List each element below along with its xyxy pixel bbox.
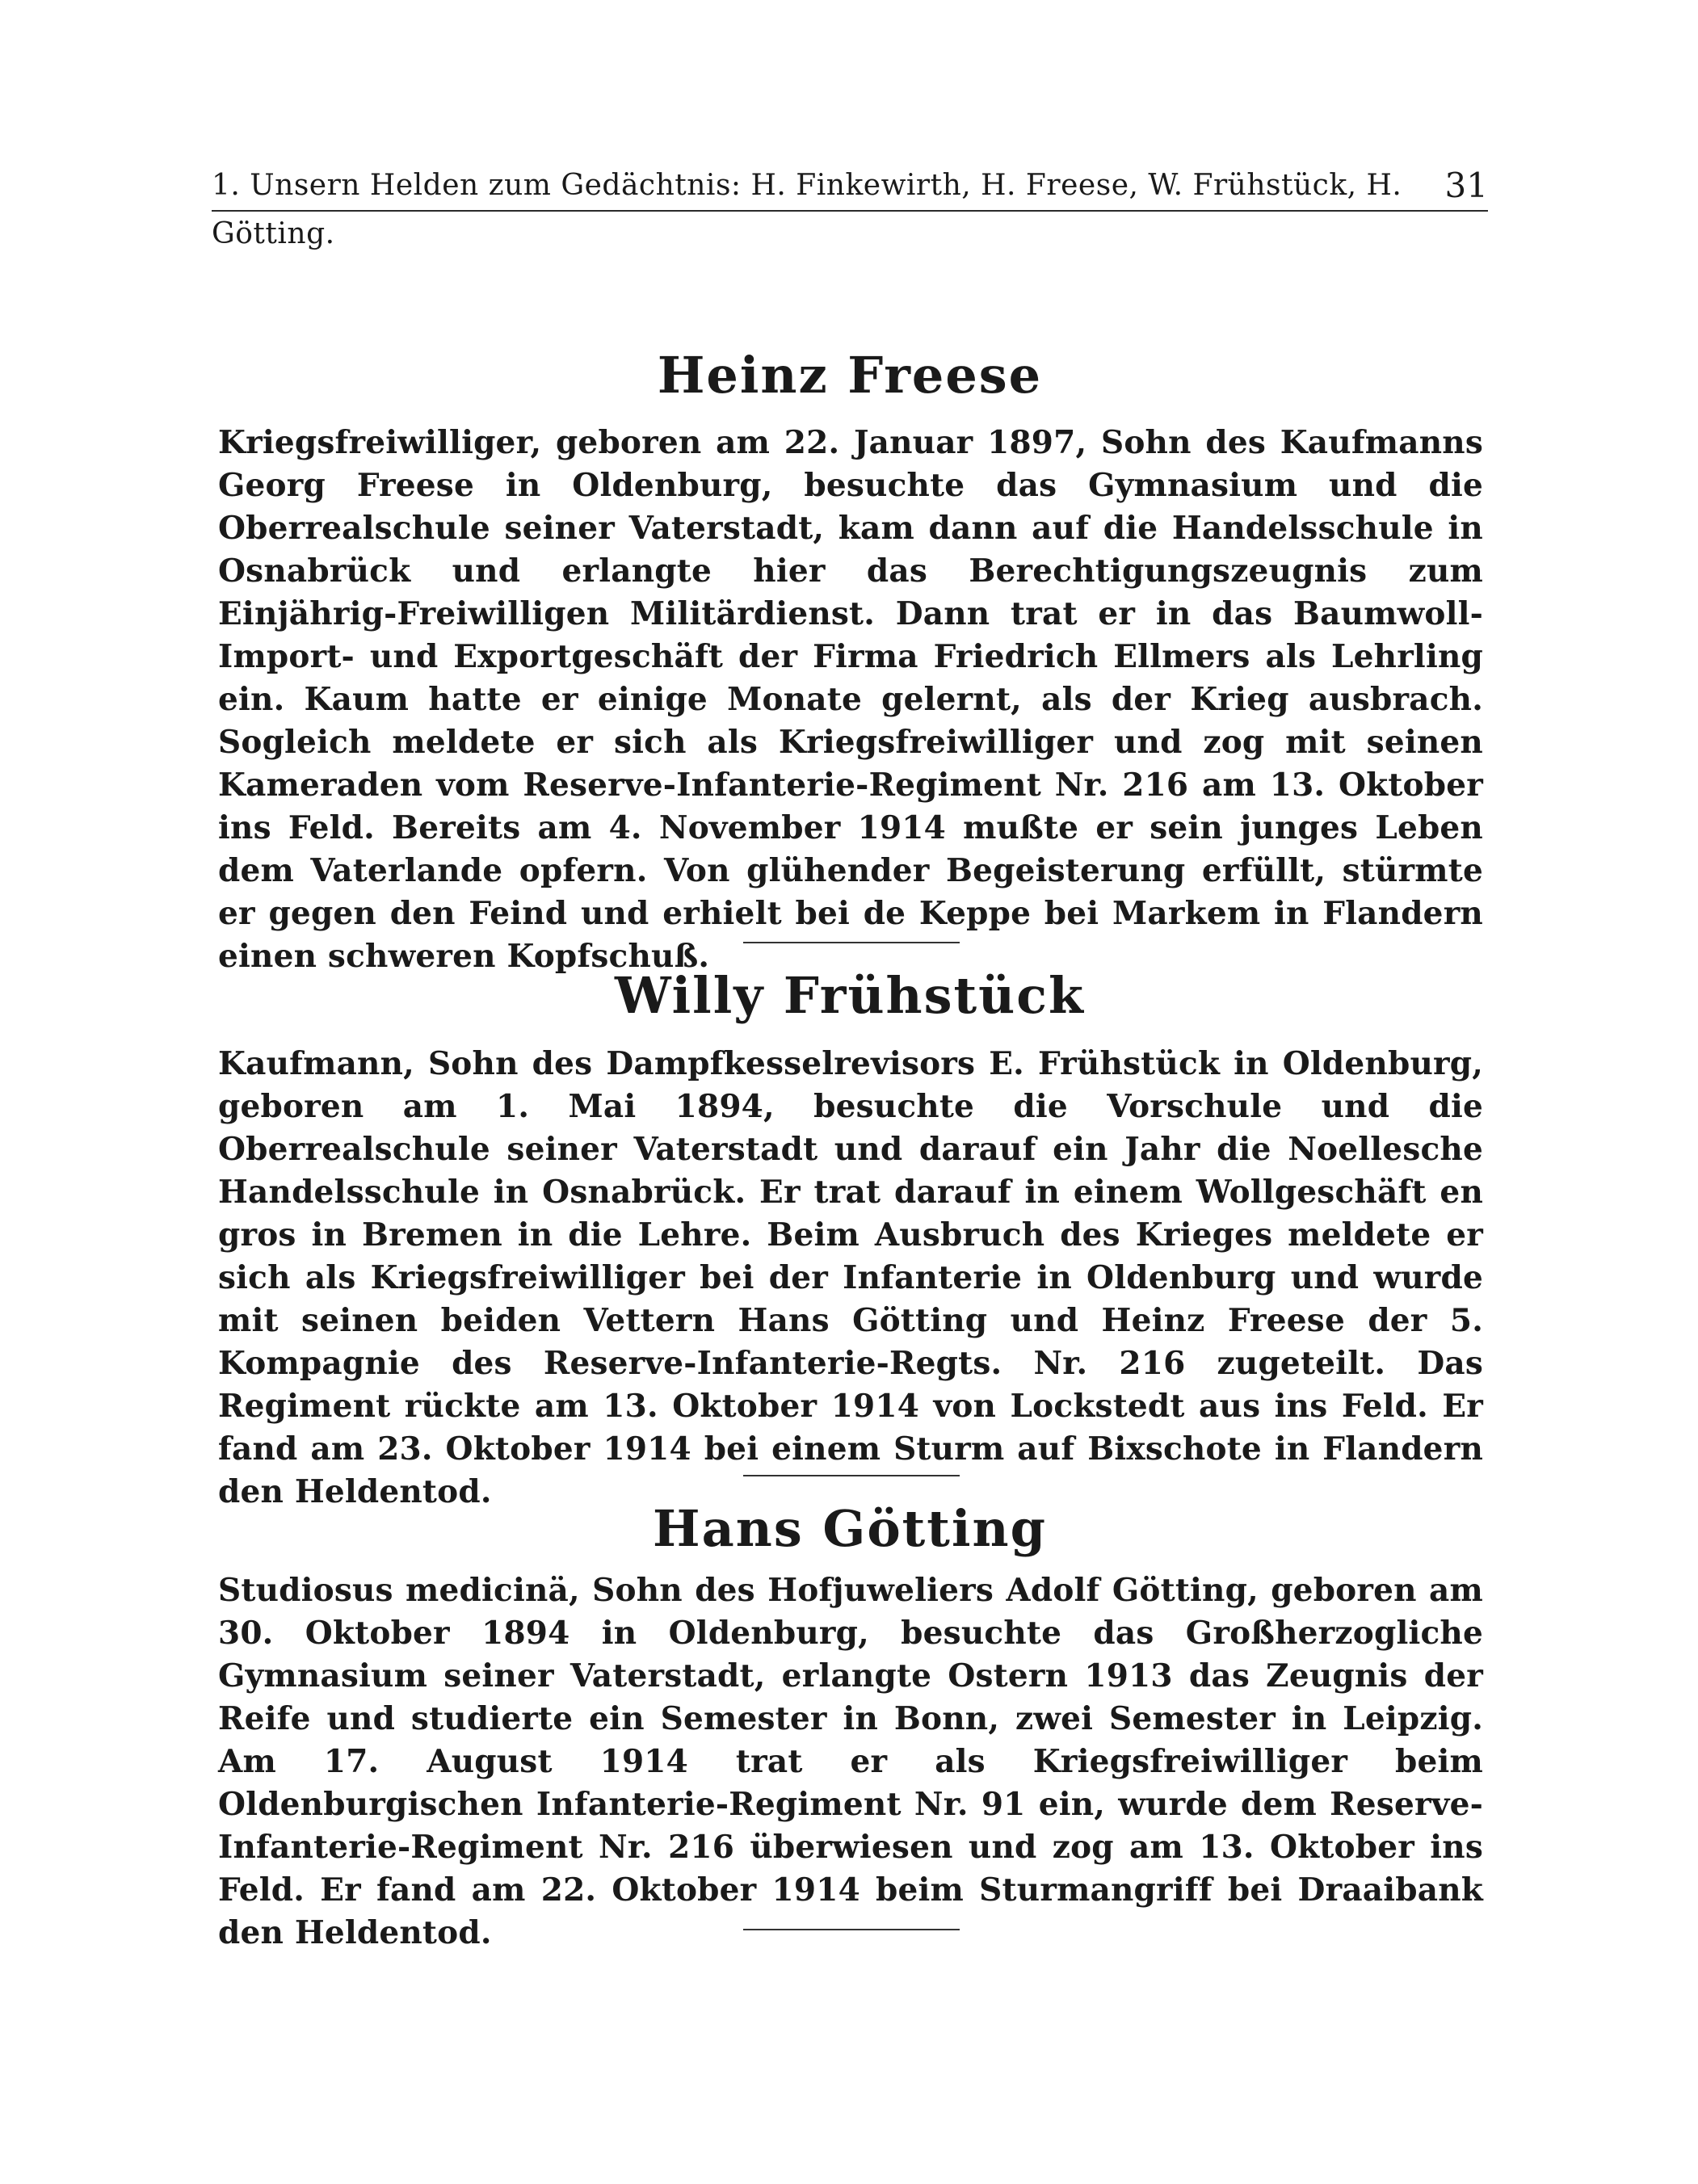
running-title: 1. Unsern Helden zum Gedächtnis: H. Finkewirth, H. Freese, W. Frühstück, H. Götting. <box>212 169 1402 250</box>
section-text-heinz-freese: Kriegsfreiwilliger, geboren am 22. Januar 1897, Sohn des Kaufmanns Georg Freese in Oldenburg, besuchte das Gymnasium und die Oberrealschule seiner Vaterstadt, kam dann auf die Handelsschule in Osnabrück und erlangte hier das Berechtigungszeugnis zum Einjährig-Freiwilligen Militärdienst. Dann trat er in das Baumwoll-Import- und Exportgeschäft der Firma Friedrich Ellmers als Lehrling ein. Kaum hatte er einige Monate gelernt, als der Krieg ausbrach. Sogleich meldete er sich als Kriegsfreiwilliger und zog mit seinen Kameraden vom Reserve-Infanterie-Regiment Nr. 216 am 13. Oktober ins Feld. Bereits am 4. November 1914 mußte er sein junges Leben dem Vaterlande opfern. Von glühender Begeisterung erfüllt, stürmte er gegen den Feind und erhielt bei de Keppe bei Markem in Flandern einen schweren Kopfschuß. <box>218 424 1483 975</box>
section-divider <box>743 1929 960 1930</box>
section-divider <box>743 1475 960 1476</box>
section-text-hans-goetting: Studiosus medicinä, Sohn des Hofjuweliers Adolf Götting, geboren am 30. Oktober 1894 in Oldenburg, besuchte das Großherzogliche Gymnasium seiner Vaterstadt, erlangte Ostern 1913 das Zeugnis der Reife und studierte ein Semester in Bonn, zwei Semester in Leipzig. Am 17. August 1914 trat er als Kriegsfreiwilliger beim Oldenburgischen Infanterie-Regiment Nr. 91 ein, wurde dem Reserve-Infanterie-Regiment Nr. 216 überwiesen und zog am 13. Oktober ins Feld. Er fand am 22. Oktober 1914 beim Sturmangriff bei Draaibank den Heldentod. <box>218 1572 1483 1951</box>
section-text-willy-fruehstueck: Kaufmann, Sohn des Dampfkesselrevisors E. Frühstück in Oldenburg, geboren am 1. Mai 1894, besuchte die Vorschule und die Oberrealschule seiner Vaterstadt und darauf ein Jahr die Noellesche Handelsschule in Osnabrück. Er trat darauf in einem Wollgeschäft en gros in Bremen in die Lehre. Beim Ausbruch des Krieges meldete er sich als Kriegsfreiwilliger bei der Infanterie in Oldenburg und wurde mit seinen beiden Vettern Hans Götting und Heinz Freese der 5. Kompagnie des Reserve-Infanterie-Regts. Nr. 216 zugeteilt. Das Regiment rückte am 13. Oktober 1914 von Lockstedt aus ins Feld. Er fand am 23. Oktober 1914 bei einem Sturm auf Bixschote in Flandern den Heldentod. <box>218 1045 1483 1510</box>
page-number: 31 <box>1444 166 1488 205</box>
section-title-willy-fruehstueck: Willy Frühstück <box>615 966 1085 1025</box>
running-header <box>212 162 1488 250</box>
section-title-hans-goetting: Hans Götting <box>653 1499 1047 1558</box>
section-title-heinz-freese: Heinz Freese <box>657 346 1043 405</box>
section-divider <box>743 942 960 943</box>
